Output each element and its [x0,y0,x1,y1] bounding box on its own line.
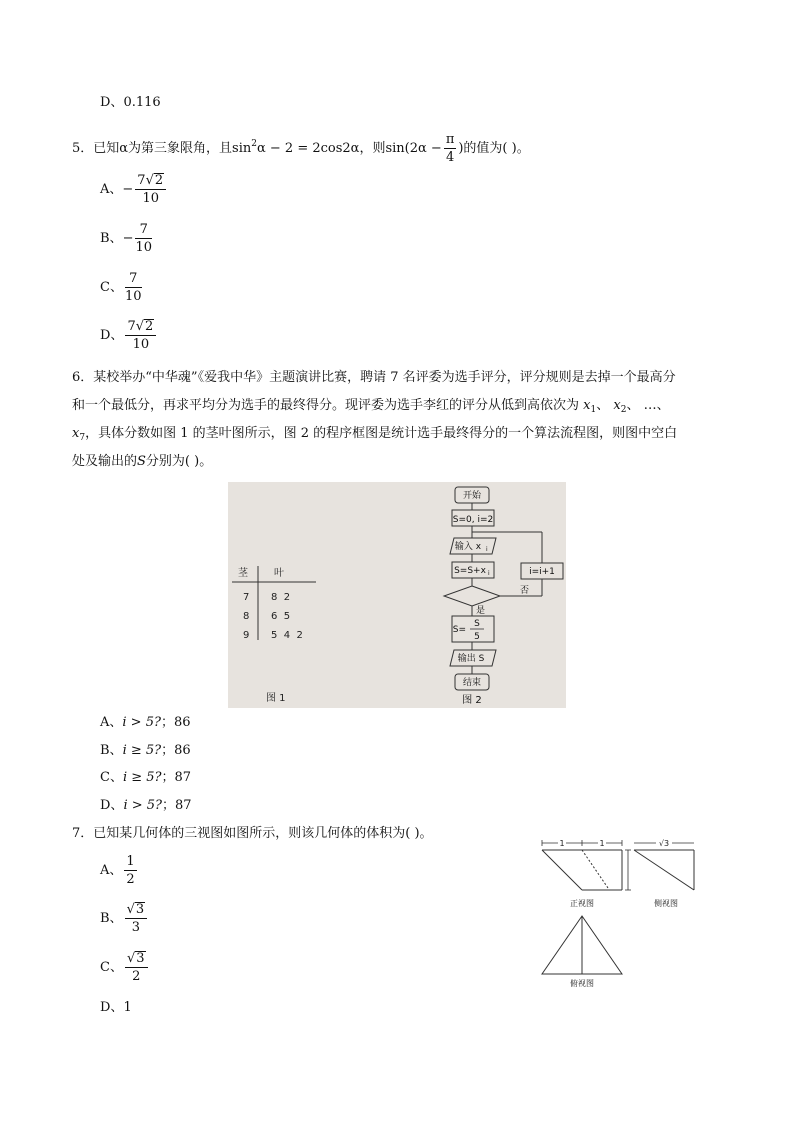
option-fraction: $\frac{7√2}{10}$ [125,318,156,353]
flow-input-sub: i [486,546,488,553]
flow-input: 输入 x [454,542,482,552]
flow-avg-num: S [474,619,480,629]
flow-yes: 是 [476,606,486,616]
q6-option-d[interactable]: D、i > 5?；87 [100,798,192,813]
option-value: 0.116 [123,95,161,110]
q6-figure [228,482,566,708]
q7-option-a[interactable]: A、 $\frac{1}{2}$ [100,854,135,887]
pi-over-4-fraction: $\frac{\pi}{4}$ [445,132,455,165]
flow-avg-den: 5 [474,632,480,642]
front-view-caption: 正视图 [570,899,594,908]
leaf-values: 6 5 [271,611,291,622]
q5-option-b[interactable]: B、− $\frac{7}{10}$ [100,222,153,255]
leaf-values: 8 2 [271,592,291,603]
flow-end: 结束 [462,678,482,688]
flow-sum-sub: i [488,570,490,577]
flow-avg-prefix: S= [452,625,466,635]
option-fraction: $\frac{√3}{2}$ [125,950,148,985]
dim-label-2: 1 [599,839,605,848]
q6-option-a[interactable]: A、i > 5?；86 [100,715,191,730]
q5-option-a[interactable]: A、− $\frac{7√2}{10}$ [100,172,168,207]
sqrt-icon: √3 [126,951,145,966]
q6-stem-line-4: 处及输出的S分别为( )。 [72,454,213,469]
dim-label-3: √3 [658,839,670,848]
stem-value: 9 [243,630,250,641]
stem-leaf-plot [232,566,316,704]
sqrt-icon: √2 [145,173,164,188]
option-label: D、 [100,95,124,110]
q6-option-c[interactable]: C、i ≥ 5?；87 [100,770,192,785]
fig1-caption: 图 1 [266,693,286,704]
q6-stem-line-2: 和一个最低分，再求平均分为选手的最终得分。现评委为选手李红的评分从低到高依次为 $x_1$、 $x_2$、 …、 [72,398,670,415]
option-fraction: $\frac{7√2}{10}$ [135,172,166,207]
q4-option-d[interactable] [100,93,161,113]
top-view-caption: 俯视图 [570,979,594,988]
q7-option-b[interactable]: B、 $\frac{√3}{3}$ [100,901,149,936]
option-fraction: $\frac{√3}{3}$ [125,901,148,936]
q5-option-c[interactable]: C、 $\frac{7}{10}$ [100,271,142,304]
q5-stem: 5．已知α为第三象限角，且$\sin^2\alpha - 2 = 2\cos 2\alpha$，则sin(2α − $\frac{\pi}{4}$ )的值为( )。 [72,132,530,165]
fig2-caption: 图 2 [462,695,482,706]
side-view-caption: 侧视图 [654,899,678,908]
flow-init: S=0, i=2 [452,515,494,525]
sqrt-icon: √3 [126,902,145,917]
stem-value: 7 [243,592,250,603]
q6-option-b[interactable]: B、i ≥ 5?；86 [100,743,191,758]
flow-start: 开始 [462,491,482,501]
flow-output: 输出 S [457,654,485,664]
leaf-header: 叶 [274,568,284,579]
flow-increment: i=i+1 [529,567,555,577]
dim-label-1: 1 [559,839,565,848]
flow-no: 否 [520,586,530,596]
stem-value: 8 [243,611,250,622]
q7-option-d[interactable]: D、1 [100,1000,132,1015]
q5-option-d[interactable]: D、 $\frac{7√2}{10}$ [100,318,158,353]
q6-stem-line-1: 6．某校举办“中华魂”《爱我中华》主题演讲比赛，聘请 7 名评委为选手评分，评分规则是去掉一个最高分 [72,370,676,385]
flow-sum: S=S+x [454,566,486,576]
leaf-values: 5 4 2 [271,630,303,641]
q6-stem-line-3: $x_7$，具体分数如图 1 的茎叶图所示，图 2 的程序框图是统计选手最终得分的一个算法流程图，则图中空白 [72,426,678,443]
option-fraction: $\frac{7}{10}$ [124,271,142,304]
q7-three-view-figure [538,838,716,990]
q7-stem: 7．已知某几何体的三视图如图所示，则该几何体的体积为( )。 [72,826,433,841]
stem-header: 茎 [238,568,248,579]
sqrt-icon: √2 [135,319,154,334]
option-fraction: $\frac{7}{10}$ [135,222,153,255]
question-number: 5． [72,141,94,156]
q7-option-c[interactable]: C、 $\frac{√3}{2}$ [100,950,150,985]
option-fraction: $\frac{1}{2}$ [126,854,135,887]
